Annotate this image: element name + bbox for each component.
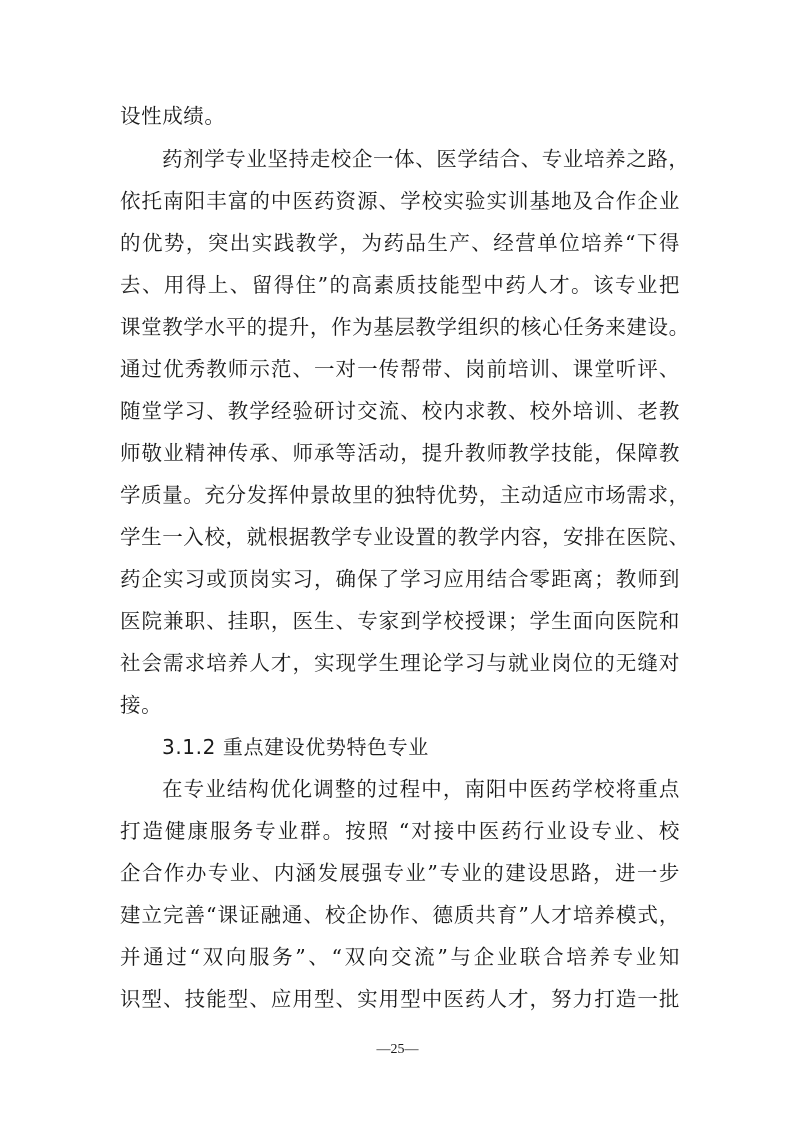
section-heading: 3.1.2 重点建设优势特色专业: [162, 735, 429, 759]
page-number: —25—: [376, 1042, 419, 1057]
paragraph-line: 接。: [120, 693, 163, 717]
paragraph-line: 学生一入校，就根据教学专业设置的教学内容，安排在医院、: [120, 525, 690, 549]
paragraph-line: 并通过“双向服务”、“双向交流”与企业联合培养专业知: [120, 945, 680, 969]
paragraph-line: 药剂学专业坚持走校企一体、医学结合、专业培养之路，: [162, 147, 690, 171]
paragraph-line: 在专业结构优化调整的过程中，南阳中医药学校将重点: [162, 777, 680, 801]
paragraph-line: 师敬业精神传承、师承等活动，提升教师教学技能，保障教: [120, 441, 680, 465]
paragraph-line: 社会需求培养人才，实现学生理论学习与就业岗位的无缝对: [120, 651, 680, 675]
paragraph-line: 依托南阳丰富的中医药资源、学校实验实训基地及合作企业: [120, 189, 680, 213]
paragraph-line: 药企实习或顶岗实习，确保了学习应用结合零距离；教师到: [120, 567, 680, 591]
paragraph-line: 建立完善“课证融通、校企协作、德质共育”人才培养模式，: [120, 903, 680, 927]
paragraph-line: 的优势，突出实践教学，为药品生产、经营单位培养“下得: [120, 231, 680, 255]
paragraph-line: 课堂教学水平的提升，作为基层教学组织的核心任务来建设。: [120, 315, 690, 339]
paragraph-line: 去、用得上、留得住”的高素质技能型中药人才。该专业把: [120, 273, 680, 297]
paragraph-line: 识型、技能型、应用型、实用型中医药人才，努力打造一批: [120, 987, 680, 1011]
paragraph-line: 学质量。充分发挥仲景故里的独特优势，主动适应市场需求，: [120, 483, 690, 507]
paragraph-line: 随堂学习、教学经验研讨交流、校内求教、校外培训、老教: [120, 399, 680, 423]
paragraph-line: 设性成绩。: [120, 104, 226, 128]
paragraph-line: 企合作办专业、内涵发展强专业”专业的建设思路，进一步: [120, 861, 680, 885]
paragraph-line: 打造健康服务专业群。按照 “对接中医药行业设专业、校: [120, 819, 680, 843]
paragraph-line: 通过优秀教师示范、一对一传帮带、岗前培训、课堂听评、: [120, 357, 680, 381]
paragraph-line: 医院兼职、挂职，医生、专家到学校授课；学生面向医院和: [120, 609, 680, 633]
